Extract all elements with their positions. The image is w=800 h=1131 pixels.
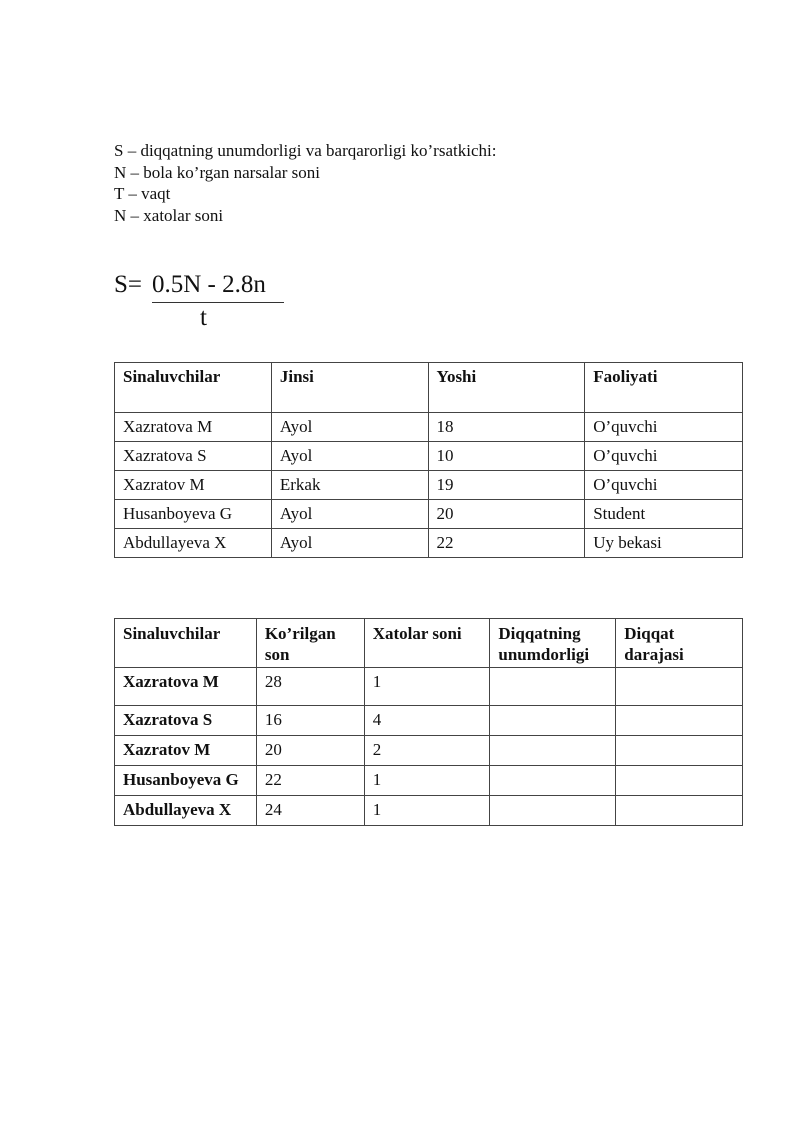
table-cell: O’quvchi xyxy=(585,413,743,442)
table-row xyxy=(115,529,743,558)
table-cell: 20 xyxy=(256,736,364,766)
table-row xyxy=(115,442,743,471)
table-cell: 1 xyxy=(364,796,490,826)
table-cell: 28 xyxy=(256,668,364,706)
table-cell: Husanboyeva G xyxy=(115,766,257,796)
formula-numerator: 0.5N - 2.8n xyxy=(152,271,266,298)
table-cell: O’quvchi xyxy=(585,442,743,471)
definition-line: N – xatolar soni xyxy=(114,205,224,225)
table-cell: Abdullayeva X xyxy=(115,529,272,558)
table-cell xyxy=(616,796,743,826)
table-cell xyxy=(616,766,743,796)
column-header: Ko’rilgan son xyxy=(256,619,364,668)
table-row xyxy=(115,766,743,796)
column-header: Xatolar soni xyxy=(364,619,490,668)
table-cell: 16 xyxy=(256,706,364,736)
table-cell: Abdullayeva X xyxy=(115,796,257,826)
table-cell: Student xyxy=(585,500,743,529)
table-row xyxy=(115,471,743,500)
participants-table xyxy=(114,362,743,558)
table-cell xyxy=(490,706,616,736)
formula-lhs: S= xyxy=(114,271,143,298)
table-row xyxy=(115,668,743,706)
table-row xyxy=(115,706,743,736)
definition-line: S – diqqatning unumdorligi va barqarorligi ko’rsatkichi: xyxy=(114,141,497,160)
fraction-bar xyxy=(152,302,284,303)
table-cell: Erkak xyxy=(271,471,428,500)
table-cell: Uy bekasi xyxy=(585,529,743,558)
definition-line: T – vaqt xyxy=(114,184,171,203)
table-cell: 4 xyxy=(364,706,490,736)
table-cell: Xazratov M xyxy=(115,471,272,500)
table-cell xyxy=(490,736,616,766)
table-cell: Ayol xyxy=(271,529,428,558)
table-cell: 19 xyxy=(428,471,585,500)
table-cell xyxy=(490,796,616,826)
table-cell: Xazratov M xyxy=(115,736,257,766)
table-cell: Ayol xyxy=(271,442,428,471)
table-cell: Xazratova M xyxy=(115,668,257,706)
column-header: Diqqat darajasi xyxy=(616,619,743,668)
column-header: Sinaluvchilar xyxy=(115,363,272,413)
column-header: Yoshi xyxy=(428,363,585,413)
column-header: Jinsi xyxy=(271,363,428,413)
table-row xyxy=(115,500,743,529)
table-row xyxy=(115,413,743,442)
table-cell: Husanboyeva G xyxy=(115,500,272,529)
table-cell xyxy=(616,736,743,766)
table-header-row xyxy=(115,363,743,413)
column-header: Faoliyati xyxy=(585,363,743,413)
table-cell: 2 xyxy=(364,736,490,766)
table-cell: 22 xyxy=(256,766,364,796)
table-cell: 24 xyxy=(256,796,364,826)
table-row xyxy=(115,796,743,826)
table-cell: 20 xyxy=(428,500,585,529)
table-cell xyxy=(490,766,616,796)
table-cell xyxy=(616,706,743,736)
table-cell xyxy=(490,668,616,706)
table-cell: Xazratova M xyxy=(115,413,272,442)
table-cell: Xazratova S xyxy=(115,706,257,736)
formula-denominator: t xyxy=(200,304,207,331)
table-cell: 22 xyxy=(428,529,585,558)
table-cell: 10 xyxy=(428,442,585,471)
table-header-row xyxy=(115,619,743,668)
definition-line: N – bola ko’rgan narsalar soni xyxy=(114,162,320,182)
results-table xyxy=(114,618,743,826)
table-cell: 1 xyxy=(364,766,490,796)
table-cell: 1 xyxy=(364,668,490,706)
column-header: Sinaluvchilar xyxy=(115,619,257,668)
table-cell: Ayol xyxy=(271,413,428,442)
table-cell: Ayol xyxy=(271,500,428,529)
table-cell: 18 xyxy=(428,413,585,442)
table-cell: O’quvchi xyxy=(585,471,743,500)
definitions-list xyxy=(114,140,496,226)
table-cell xyxy=(616,668,743,706)
table-row xyxy=(115,736,743,766)
table-cell: Xazratova S xyxy=(115,442,272,471)
column-header: Diqqatning unumdorligi xyxy=(490,619,616,668)
